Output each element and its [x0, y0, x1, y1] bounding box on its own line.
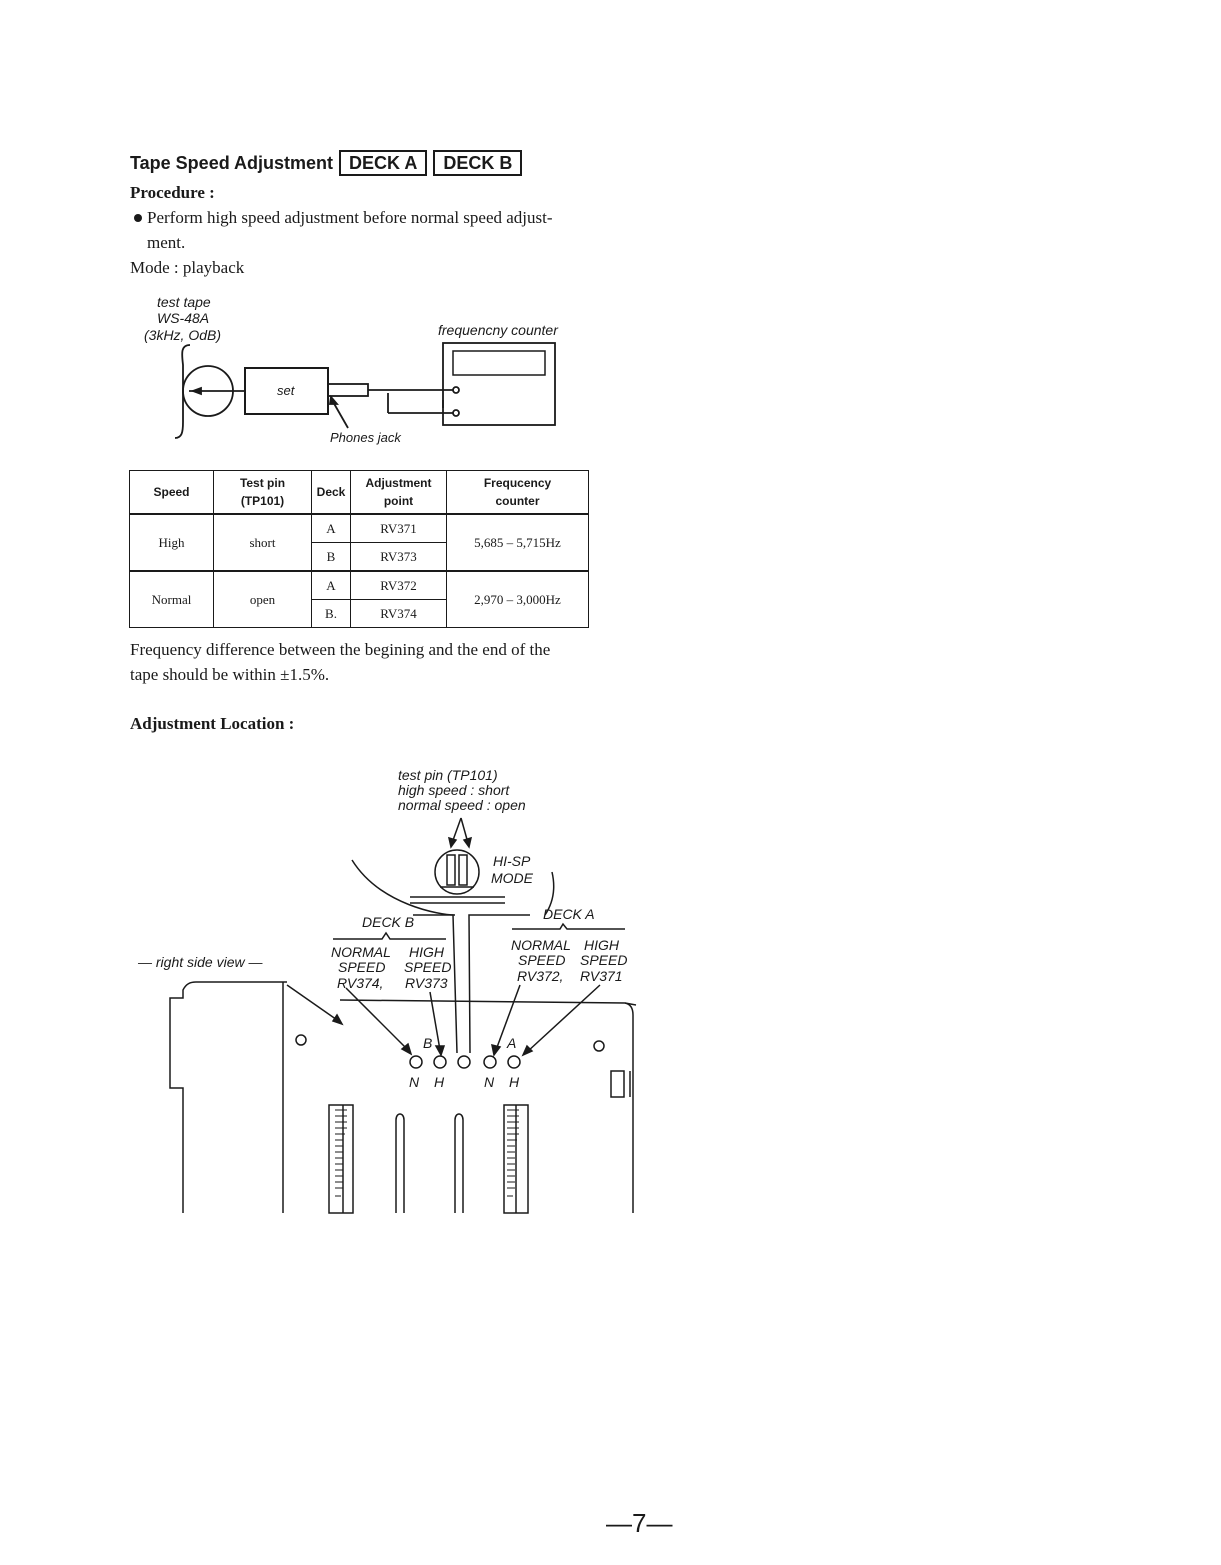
table-header-row: [130, 471, 589, 515]
deck-a-normal-speed-label: SPEED: [518, 952, 566, 968]
table-row: [130, 514, 589, 543]
test-tape-label-3: (3kHz, OdB): [144, 327, 222, 343]
rv371-pot-icon: [508, 1056, 520, 1068]
header-deck: Deck: [312, 471, 351, 515]
deck-b-badge: DECK B: [433, 150, 522, 176]
hookup-diagram: [175, 343, 555, 438]
h-label-a: H: [509, 1074, 520, 1090]
deck-b-high-label: HIGH: [409, 944, 444, 960]
row-high-point-b: RV373: [351, 543, 447, 572]
row-high-point-a: RV371: [351, 514, 447, 543]
test-pin-pot-icon: [458, 1056, 470, 1068]
right-side-view-label: — right side view —: [138, 954, 263, 970]
phones-jack-label: Phones jack: [330, 430, 401, 445]
n-label-b: N: [409, 1074, 420, 1090]
left-slider: [329, 1105, 353, 1213]
bullet-line-2: ment.: [147, 233, 186, 252]
hisp-mode-label: MODE: [491, 870, 533, 886]
deck-a-normal-label: NORMAL: [511, 937, 571, 953]
page-number: —7—: [606, 1508, 673, 1538]
note-line-1: Frequency difference between the begining and the end of the: [130, 640, 551, 659]
rv372-pot-icon: [484, 1056, 496, 1068]
header-adjustment: Adjustment point: [351, 471, 447, 515]
cabinet-outline: [170, 982, 287, 1213]
test-pin-label-2: high speed : short: [398, 782, 510, 798]
counter-display: [453, 351, 545, 375]
test-tape-label-1: test tape: [157, 294, 211, 310]
phone-plug: [328, 384, 368, 396]
header-frequency: Frequcency counter: [447, 471, 589, 515]
row-normal-point-a: RV372: [351, 571, 447, 600]
deck-a-label: DECK A: [543, 906, 595, 922]
n-label-a: N: [484, 1074, 495, 1090]
rv373-pot-icon: [434, 1056, 446, 1068]
speed-spec-table: [129, 470, 589, 628]
b-marker-label: B: [423, 1035, 433, 1051]
row-normal-speed: Normal: [130, 571, 214, 628]
center-slider-1: [396, 1114, 404, 1213]
row-high-frequency: 5,685 – 5,715Hz: [447, 514, 589, 571]
rv374-pot-icon: [410, 1056, 422, 1068]
header-speed: Speed: [130, 471, 214, 515]
deck-b-high-speed-label: SPEED: [404, 959, 452, 975]
rv374-label: RV374,: [337, 975, 384, 991]
rv373-label: RV373: [405, 975, 448, 991]
row-high-deck-b: B: [312, 543, 351, 572]
test-pin-label-1: test pin (TP101): [398, 767, 498, 783]
deck-a-high-label: HIGH: [584, 937, 619, 953]
adjustment-location-heading: Adjustment Location :: [130, 714, 295, 733]
row-normal-frequency: 2,970 – 3,000Hz: [447, 571, 589, 628]
section-title-text: Tape Speed Adjustment: [130, 152, 334, 173]
center-slider-2: [455, 1114, 463, 1213]
test-pin-label-3: normal speed : open: [398, 797, 526, 813]
h-label-b: H: [434, 1074, 445, 1090]
row-high-speed: High: [130, 514, 214, 571]
deck-b-normal-label: NORMAL: [331, 944, 391, 960]
row-normal-deck-b: B.: [312, 600, 351, 628]
set-label: set: [277, 383, 295, 398]
test-tape-label-2: WS-48A: [157, 310, 210, 326]
bullet-line-1: Perform high speed adjustment before normal speed adjust-: [147, 208, 553, 227]
row-normal-point-b: RV374: [351, 600, 447, 628]
row-normal-test-pin: open: [214, 571, 312, 628]
frequency-counter-label: frequencny counter: [438, 322, 558, 338]
header-test-pin: Test pin (TP101): [214, 471, 312, 515]
row-high-test-pin: short: [214, 514, 312, 571]
a-marker-label: A: [507, 1035, 517, 1051]
table-row: [130, 571, 589, 600]
deck-a-high-speed-label: SPEED: [580, 952, 628, 968]
mode-text: Mode : playback: [130, 258, 245, 277]
location-diagram: [170, 818, 636, 1213]
note-line-2: tape should be within ±1.5%.: [130, 665, 330, 684]
hisp-label: HI-SP: [493, 853, 531, 869]
row-normal-deck-a: A: [312, 571, 351, 600]
rv372-label: RV372,: [517, 968, 564, 984]
procedure-heading: Procedure :: [130, 183, 215, 202]
deck-b-label: DECK B: [362, 914, 415, 930]
deck-b-normal-speed-label: SPEED: [338, 959, 386, 975]
row-high-deck-a: A: [312, 514, 351, 543]
deck-a-badge: DECK A: [339, 150, 427, 176]
rv371-label: RV371: [580, 968, 623, 984]
hisp-curve-left: [352, 860, 455, 915]
